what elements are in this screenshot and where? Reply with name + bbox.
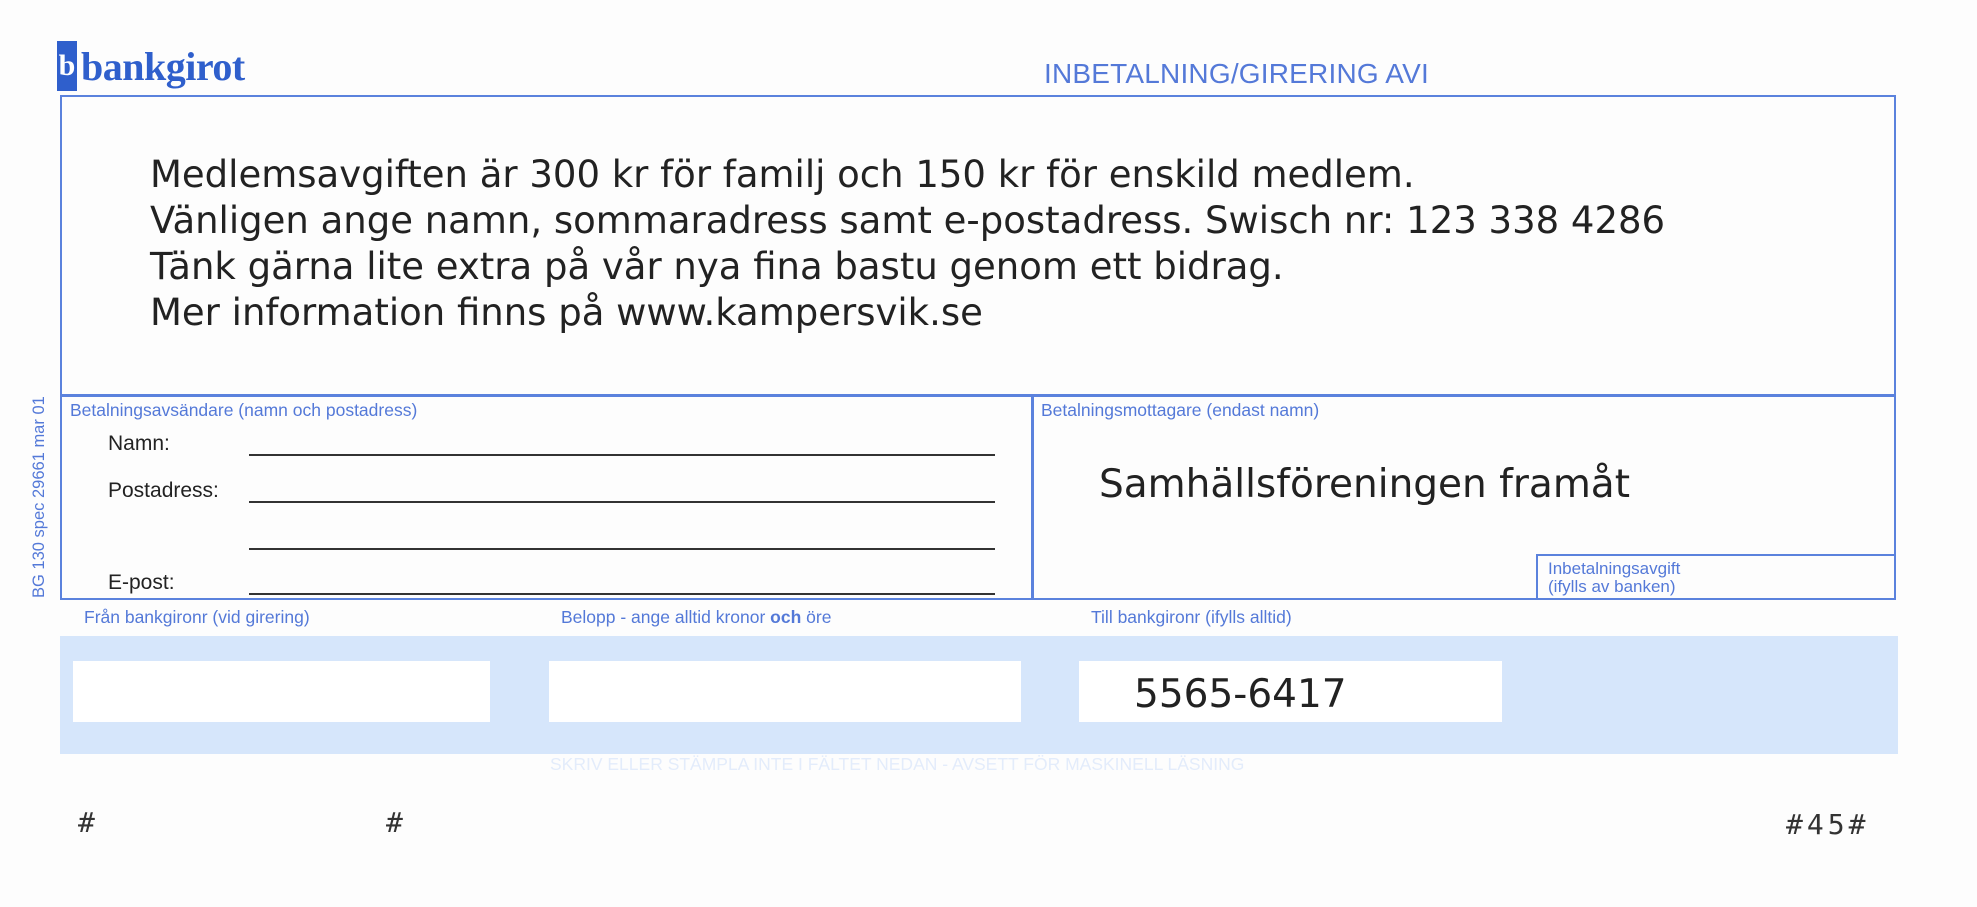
address-field-label: Postadress:: [108, 479, 219, 502]
sender-section-label: Betalningsavsändare (namn och postadress): [70, 400, 418, 420]
bankgirot-logo: [57, 40, 245, 92]
email-field-label: E-post:: [108, 571, 175, 594]
from-bankgiro-label: Från bankgironr (vid girering): [84, 607, 310, 627]
logo-mark: b: [57, 41, 77, 91]
amount-label: [561, 607, 831, 628]
amount-label-bold: och: [770, 607, 802, 627]
message-line: Tänk gärna lite extra på vår nya fina bastu genom ett bidrag.: [150, 245, 1284, 288]
name-field-label: Namn:: [108, 432, 170, 455]
amount-field[interactable]: [549, 661, 1021, 722]
to-bankgiro-label: Till bankgironr (ifylls alltid): [1091, 607, 1292, 627]
vertical-divider: [1031, 396, 1034, 600]
ocr-code: #45#: [1786, 808, 1870, 841]
message-line: Mer information finns på www.kampersvik.se: [150, 291, 983, 334]
ocr-hash-2: #: [386, 806, 403, 839]
logo-text: bankgirot: [81, 43, 245, 89]
address-field-line-1[interactable]: [249, 501, 995, 503]
fee-label: [1548, 560, 1680, 596]
address-field-line-2[interactable]: [249, 548, 995, 550]
horizontal-divider: [60, 394, 1896, 397]
amount-label-post: öre: [801, 607, 832, 627]
email-field[interactable]: [249, 593, 995, 595]
message-line: Vänligen ange namn, sommaradress samt e-postadress. Swisch nr: 123 338 4286: [150, 199, 1666, 242]
receiver-section-label: Betalningsmottagare (endast namn): [1041, 400, 1320, 420]
receiver-name: Samhällsföreningen framåt: [1099, 462, 1630, 507]
machine-reading-note: SKRIV ELLER STÄMPLA INTE I FÄLTET NEDAN - AVSETT FÖR MASKINELL LÄSNING: [550, 754, 1245, 774]
message-area: [150, 152, 1665, 336]
ocr-hash-1: #: [78, 806, 95, 839]
form-spec-side-text: BG 130 spec 29661 mar 01: [30, 396, 48, 598]
to-bankgiro-value: 5565-6417: [1134, 672, 1347, 717]
message-line: Medlemsavgiften är 300 kr för familj och 150 kr för enskild medlem.: [150, 153, 1415, 196]
fee-label-line-2: (ifylls av banken): [1548, 577, 1676, 596]
form-title: INBETALNING/GIRERING AVI: [1044, 58, 1429, 89]
from-bankgiro-field[interactable]: [73, 661, 490, 722]
name-field[interactable]: [249, 454, 995, 456]
fee-label-line-1: Inbetalningsavgift: [1548, 559, 1681, 578]
amount-label-pre: Belopp - ange alltid kronor: [561, 607, 771, 627]
